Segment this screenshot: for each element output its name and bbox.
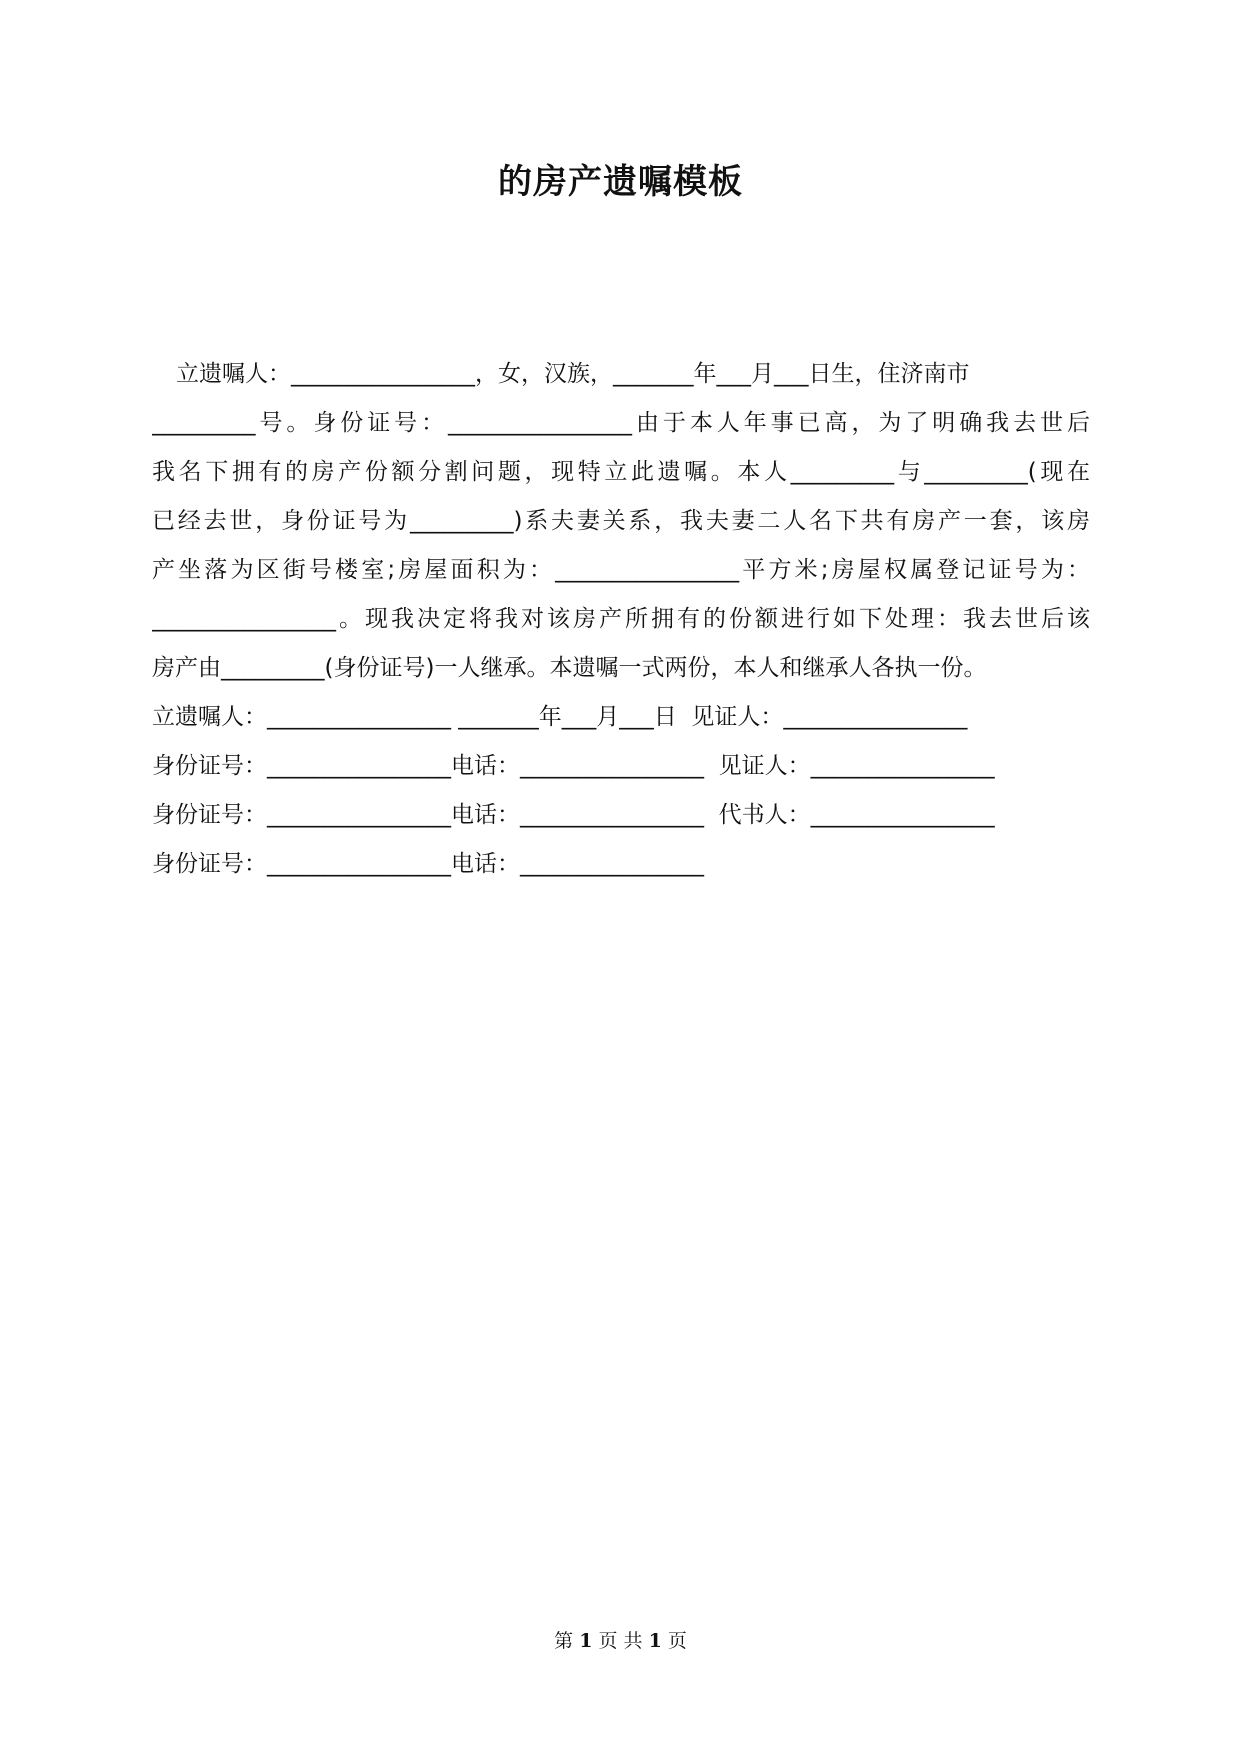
signature-line-witness-1: 身份证号：________________电话：________________ 见证人：________________ xyxy=(152,753,995,779)
document-title: 的房产遗嘱模板 xyxy=(498,162,743,202)
footer-prefix: 第 xyxy=(554,1630,574,1652)
body-line-2: _________号。身份证号：________________由于本人年事已高，为了明确我去世后 xyxy=(152,410,1090,436)
body-line-3: 我名下拥有的房产份额分割问题，现特立此遗嘱。本人_________与_________(现在 xyxy=(152,459,1090,485)
footer-suffix: 页 xyxy=(667,1630,687,1652)
body-line-6: ________________。现我决定将我对该房产所拥有的份额进行如下处理：我去世后该 xyxy=(152,606,1090,632)
signature-line-scribe: 身份证号：________________电话：________________ xyxy=(152,851,704,877)
footer-total-pages: 1 xyxy=(648,1630,662,1652)
page-footer xyxy=(0,1628,1241,1654)
body-line-4: 已经去世，身份证号为_________)系夫妻关系，我夫妻二人名下共有房产一套，该房 xyxy=(152,508,1090,534)
footer-middle: 页 共 xyxy=(598,1630,643,1652)
signature-line-witness-2: 身份证号：________________电话：________________ 代书人：________________ xyxy=(152,802,995,828)
signature-line-testator: 立遗嘱人：________________ _______年___月___日 见证人：________________ xyxy=(152,704,968,730)
body-line-7: 房产由_________(身份证号)一人继承。本遗嘱一式两份，本人和继承人各执一份。 xyxy=(152,655,987,681)
footer-page-number: 1 xyxy=(579,1630,593,1652)
body-line-1: 立遗嘱人：________________，女，汉族，_______年___月___日生，住济南市 xyxy=(176,361,970,387)
body-line-5: 产坐落为区街号楼室;房屋面积为：________________平方米;房屋权属登记证号为： xyxy=(152,557,1090,583)
will-body xyxy=(152,350,1090,889)
